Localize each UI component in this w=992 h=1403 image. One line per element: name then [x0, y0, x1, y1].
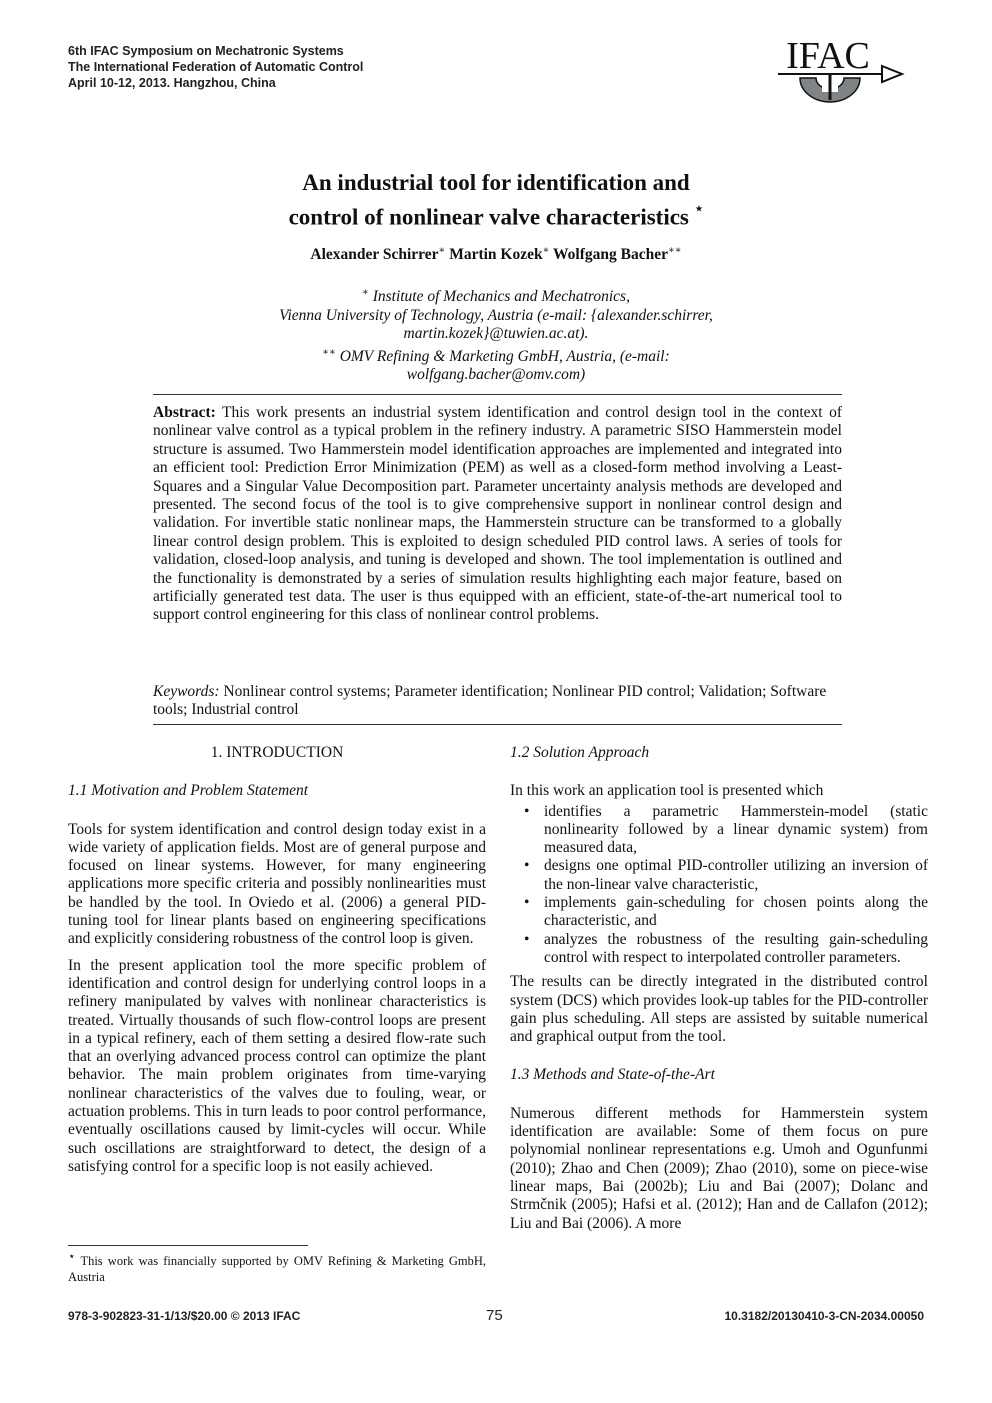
keywords — [153, 683, 842, 720]
title-line-2: control of nonlinear valve characteristics ⋆ — [288, 202, 704, 230]
title-line-1: An industrial tool for identification and — [302, 170, 690, 195]
author-3: Wolfgang Bacher — [553, 246, 668, 264]
paper-title — [150, 168, 842, 233]
paragraph-methods: Numerous different methods for Hammerstein system identification are available: Some of them focus on pure polynomial nonlinear representations e.g. Umoh and Ogunfunmi (2010); Zhao and Chen (2009); Zhao (2010), some on piece-wise linear maps, Bai (2002b); Liu and Bai (2007); Dolanc and Strmčnik (2005); Hafsi et al. (2012); Han and de Callafon (2012); Liu and Bai (2006). A more — [510, 1104, 928, 1232]
left-column — [68, 744, 486, 1184]
right-column — [510, 744, 928, 1241]
affiliation-line-2: Vienna University of Technology, Austria (e-mail: {alexander.schirrer, — [279, 306, 713, 324]
solution-bullet-list — [510, 803, 928, 968]
keywords-label: Keywords: — [153, 683, 220, 700]
page-number: 75 — [486, 1307, 503, 1324]
subsection-heading-motivation: 1.1 Motivation and Problem Statement — [68, 782, 309, 800]
paragraph-motivation-1: Tools for system identification and control design today exist in a wide variety of application fields. Most are of general purpose and focused on linear systems. However, for many engineering applications more specific criteria and possibly nonlinearities must be handled by the tool. In Oviedo et al. (2006) a general PID-tuning tool for linear plants based on engineering specifications and explicitly considering robustness of the control loop is given. — [68, 820, 486, 948]
title-star-mark: ⋆ — [694, 202, 704, 217]
paragraph-results: The results can be directly integrated in the distributed control system (DCS) which provides look-up tables for the PID-controller gain plus scheduling. All steps are assisted by suitable numerical and graphical output from the tool. — [510, 973, 928, 1046]
footnote — [68, 1249, 486, 1285]
subsection-heading-methods: 1.3 Methods and State-of-the-Art — [510, 1066, 715, 1084]
list-item: • implements gain-scheduling for chosen points along the characteristic, and — [544, 894, 928, 931]
logo-arrow-head — [882, 66, 902, 82]
affiliation-line-1: Institute of Mechanics and Mechatronics, — [372, 288, 630, 306]
keywords-text: Nonlinear control systems; Parameter identification; Nonlinear PID control; Validation; Software tools; Industrial control — [153, 683, 827, 719]
conference-header — [68, 43, 363, 91]
list-item: • analyzes the robustness of the resulting gain-scheduling control with respect to interpolated controller parameters. — [544, 931, 928, 968]
header-line-2: The International Federation of Automatic Control — [68, 60, 364, 74]
affiliations: ∗ Institute of Mechanics and Mechatronics, Vienna University of Technology, Austria (e-mail: {alexander.schirrer, martin.kozek}@tuwien.ac.at). ∗∗ OMV Refining & Marketing GmbH, Austria, (e-mail: wolfgang.bacher@omv.com) — [150, 284, 842, 385]
header-line-3: April 10-12, 2013. Hangzhou, China — [68, 76, 276, 90]
affiliation-line-5: wolfgang.bacher@omv.com) — [406, 366, 586, 384]
paragraph-solution-intro: In this work an application tool is presented which — [510, 782, 824, 800]
author-list: Alexander Schirrer∗ Martin Kozek∗ Wolfgang Bacher∗∗ — [310, 245, 682, 264]
abstract-label: Abstract: — [153, 404, 216, 421]
footer-isbn: 978-3-902823-31-1/13/$20.00 © 2013 IFAC — [68, 1309, 301, 1323]
footer-doi: 10.3182/20130410-3-CN-2034.00050 — [724, 1309, 924, 1323]
footnote-text: This work was financially supported by OMV Refining & Marketing GmbH, Austria — [68, 1254, 487, 1284]
ifac-logo — [770, 38, 910, 130]
list-item: • identifies a parametric Hammerstein-model (static nonlinearity followed by a linear dynamic system) from measured data, — [544, 803, 928, 858]
abstract — [153, 404, 842, 625]
footnote-star-mark: ⋆ — [68, 1249, 76, 1263]
footnote-divider — [68, 1245, 308, 1246]
affiliation-line-4: OMV Refining & Marketing GmbH, Austria, (e-mail: — [339, 347, 670, 365]
paragraph-motivation-2: In the present application tool the more specific problem of identification and control design for underlying control loops in a refinery manipulated by valves with nonlinear characteristics is treated. Virtually thousands of such flow-control loops are present in a typical refinery, each of them setting a desired flow-rate such that an overlying advanced process control can optimize the plant behavior. The main problem originates from time-varying nonlinear characteristics of the valves due to fouling, wear, or actuation problems. This in turn leads to poor control performance, eventually oscillations caused by limit-cycles will occur. While such oscillations are straightforward to detect, the design of a satisfying control for a specific loop is not easily achieved. — [68, 956, 486, 1175]
divider-bottom — [153, 724, 842, 725]
list-item: • designs one optimal PID-controller utilizing an inversion of the non-linear valve characteristic, — [544, 857, 928, 894]
header-line-1: 6th IFAC Symposium on Mechatronic Systems — [68, 44, 344, 58]
divider-top — [153, 394, 842, 395]
author-1: Alexander Schirrer — [310, 246, 439, 264]
subsection-heading-solution: 1.2 Solution Approach — [510, 744, 650, 761]
abstract-text: This work presents an industrial system identification and control design tool in the context of nonlinear valve control as a typical problem in the refinery industry. A parametric SISO Hammerstein model structure is assumed. Two Hammerstein model identification approaches are implemented and integrated into an efficient tool: Prediction Error Minimization (PEM) as well as a closed-form method involving a Least-Squares and a Singular Value Decomposition part. Parameter uncertainty analysis methods are developed and presented. The second focus of the tool is to give comprehensive support in nonlinear control design and validation. For invertible static nonlinear maps, the Hammerstein structure can be transformed to a globally linear control design problem. This is exploited to design scheduled PID control laws. A series of tools for validation, closed-loop analysis, and tuning is developed and shown. The tool implementation is outlined and the functionality is demonstrated by a series of simulation results highlighting each major feature, based on artificially generated test data. The user is thus equipped with an efficient, state-of-the-art numerical tool to support control engineering for this class of nonlinear control problems. — [153, 404, 842, 624]
section-heading-introduction: 1. INTRODUCTION — [210, 744, 344, 761]
author-2: Martin Kozek — [449, 246, 543, 264]
affiliation-line-3: martin.kozek}@tuwien.ac.at). — [403, 325, 589, 343]
logo-text: IFAC — [786, 38, 870, 77]
